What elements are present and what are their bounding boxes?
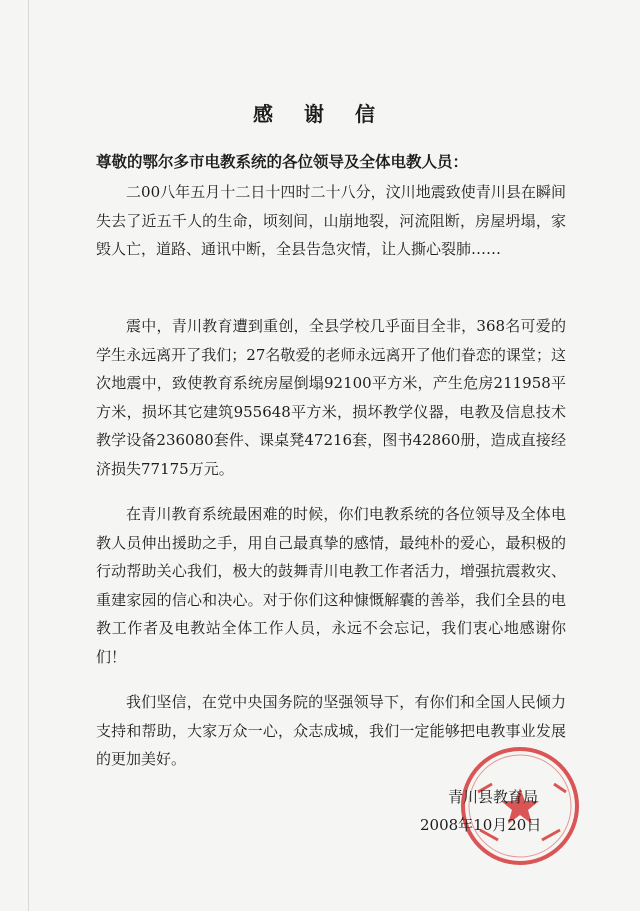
paragraph-1: 二00八年五月十二日十四时二十八分，汶川地震致使青川县在瞬间失去了近五千人的生命，顷刻间，山崩地裂，河流阻断，房屋坍塌，家毁人亡，道路、通讯中断，全县告急灾情，让人撕心裂肺……: [96, 183, 566, 259]
scan-edge-line: [28, 0, 29, 911]
paragraph-3: 在青川教育系统最困难的时候，你们电教系统的各位领导及全体电教人员伸出援助之手，用自己最真挚的感情，最纯朴的爱心，最积极的行动帮助关心我们，极大的鼓舞青川电教工作者活力，增强抗震救灾、重建家园的信心和决心。对于你们这种慷慨解囊的善举，我们全县的电教工作者及电教站全体工作人员，永远不会忘记，我们衷心地感谢你们！: [96, 505, 566, 666]
signature-date: 2008年10月20日: [420, 816, 542, 834]
letter-salutation: 尊敬的鄂尔多市电教系统的各位领导及全体电教人员：: [96, 153, 469, 171]
signature-organization: 青川县教育局: [448, 788, 539, 806]
paragraph-4: 我们坚信，在党中央国务院的坚强领导下，有你们和全国人民倾力支持和帮助，大家万众一心，众志成城，我们一定能够把电教事业发展的更加美好。: [96, 693, 566, 769]
letter-title: 感 谢 信: [253, 102, 387, 126]
paragraph-2: 震中，青川教育遭到重创，全县学校几乎面目全非，368名可爱的学生永远离开了我们；27名敬爱的老师永远离开了他们眷恋的课堂；这次地震中，致使教育系统房屋倒塌92100平方米，产生危房211958平方米，损坏其它建筑955648平方米，损坏教学仪器，电教及信息技术教学设备236080套件、课桌凳47216套，图书42860册，造成直接经济损失77175万元。: [96, 317, 566, 478]
